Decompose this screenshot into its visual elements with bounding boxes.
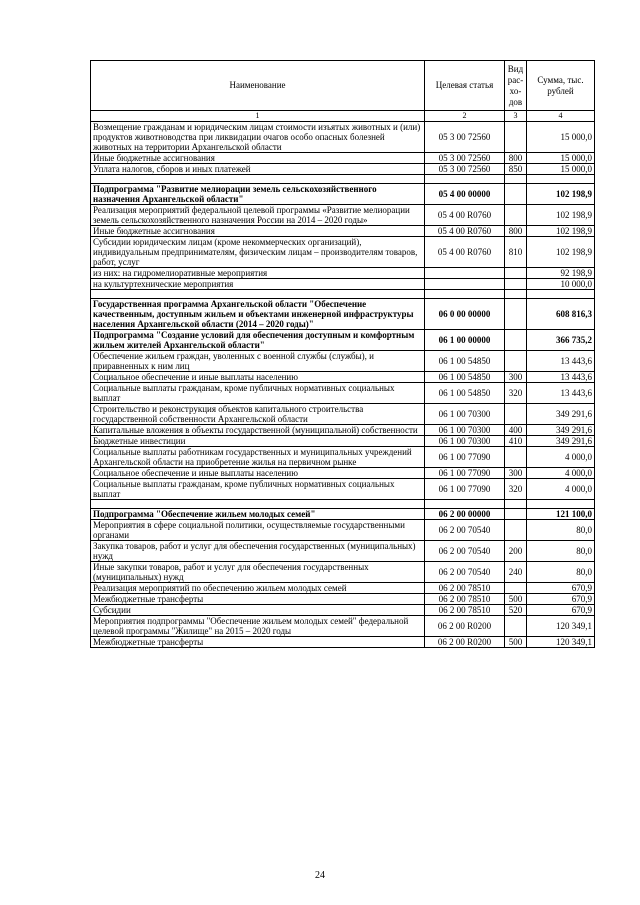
table-row xyxy=(91,279,595,290)
row-sum: 670,9 xyxy=(527,583,595,594)
column-number: 2 xyxy=(425,111,505,122)
row-vid: 410 xyxy=(505,436,527,447)
row-vid: 300 xyxy=(505,372,527,383)
table-row xyxy=(91,637,595,648)
row-name: Иные бюджетные ассигнования xyxy=(91,153,425,164)
row-vid: 520 xyxy=(505,605,527,616)
row-code: 06 2 00 78510 xyxy=(425,594,505,605)
table-row xyxy=(91,605,595,616)
row-sum: 4 000,0 xyxy=(527,479,595,500)
row-name: Социальные выплаты работникам государственных и муниципальных учреждений Архангельской области на приобретение жилья на первичном рынке xyxy=(91,447,425,468)
row-sum: 13 443,6 xyxy=(527,383,595,404)
row-name: Строительство и реконструкция объектов капитального строительства государственной собственности Архангельской области xyxy=(91,404,425,425)
row-sum: 15 000,0 xyxy=(527,153,595,164)
row-code: 06 1 00 54850 xyxy=(425,383,505,404)
row-code: 06 2 00 78510 xyxy=(425,605,505,616)
row-code xyxy=(425,175,505,184)
row-sum: 349 291,6 xyxy=(527,404,595,425)
row-sum: 13 443,6 xyxy=(527,372,595,383)
row-code: 06 2 00 00000 xyxy=(425,509,505,520)
table-row xyxy=(91,616,595,637)
row-name xyxy=(91,175,425,184)
table-row xyxy=(91,509,595,520)
row-vid xyxy=(505,205,527,226)
table-row xyxy=(91,205,595,226)
row-vid: 200 xyxy=(505,541,527,562)
row-vid xyxy=(505,299,527,330)
row-vid: 810 xyxy=(505,237,527,268)
row-sum: 120 349,1 xyxy=(527,616,595,637)
row-name: Подпрограмма "Обеспечение жильем молодых семей" xyxy=(91,509,425,520)
row-name: Подпрограмма "Создание условий для обеспечения доступным и комфортным жильем жителей Архангельской области" xyxy=(91,330,425,351)
row-code: 06 0 00 00000 xyxy=(425,299,505,330)
row-sum: 10 000,0 xyxy=(527,279,595,290)
row-code: 06 1 00 00000 xyxy=(425,330,505,351)
row-code xyxy=(425,279,505,290)
header-vid: Вид рас-хо-дов xyxy=(505,61,527,111)
table-row xyxy=(91,351,595,372)
row-vid: 800 xyxy=(505,153,527,164)
row-sum: 13 443,6 xyxy=(527,351,595,372)
row-vid xyxy=(505,616,527,637)
row-name xyxy=(91,500,425,509)
row-sum: 102 198,9 xyxy=(527,226,595,237)
row-code: 06 1 00 70300 xyxy=(425,425,505,436)
table-row xyxy=(91,468,595,479)
page-number: 24 xyxy=(315,870,325,881)
budget-table xyxy=(90,60,595,648)
row-name: Межбюджетные трансферты xyxy=(91,594,425,605)
table-row xyxy=(91,583,595,594)
row-name: Реализация мероприятий федеральной целевой программы «Развитие мелиорации земель сельскохозяйственного назначения России на 2014 – 2020 годы» xyxy=(91,205,425,226)
row-name: Уплата налогов, сборов и иных платежей xyxy=(91,164,425,175)
row-vid xyxy=(505,583,527,594)
row-name: Бюджетные инвестиции xyxy=(91,436,425,447)
header-code: Целевая статья xyxy=(425,61,505,111)
header-sum: Сумма, тыс. рублей xyxy=(527,61,595,111)
row-vid: 800 xyxy=(505,226,527,237)
row-name: Субсидии юридическим лицам (кроме некоммерческих организаций), индивидуальным предпринимателям, физическим лицам – производителям товаров, работ, услуг xyxy=(91,237,425,268)
row-code: 06 1 00 77090 xyxy=(425,468,505,479)
row-code: 05 4 00 R0760 xyxy=(425,237,505,268)
row-name: Капитальные вложения в объекты государственной (муниципальной) собственности xyxy=(91,425,425,436)
table-row xyxy=(91,237,595,268)
column-number: 4 xyxy=(527,111,595,122)
row-vid: 320 xyxy=(505,479,527,500)
row-sum: 80,0 xyxy=(527,562,595,583)
row-code: 06 1 00 77090 xyxy=(425,479,505,500)
row-name: Субсидии xyxy=(91,605,425,616)
row-sum: 349 291,6 xyxy=(527,436,595,447)
row-sum: 4 000,0 xyxy=(527,447,595,468)
table-row xyxy=(91,425,595,436)
table-row xyxy=(91,594,595,605)
row-code: 06 1 00 70300 xyxy=(425,436,505,447)
row-code: 05 4 00 00000 xyxy=(425,184,505,205)
row-sum: 670,9 xyxy=(527,594,595,605)
row-code: 05 3 00 72560 xyxy=(425,153,505,164)
row-code: 06 2 00 78510 xyxy=(425,583,505,594)
row-code: 06 1 00 77090 xyxy=(425,447,505,468)
row-vid xyxy=(505,279,527,290)
blank-row xyxy=(91,290,595,299)
table-row xyxy=(91,184,595,205)
table-row xyxy=(91,164,595,175)
table-row xyxy=(91,122,595,153)
row-name: Социальное обеспечение и иные выплаты населению xyxy=(91,372,425,383)
table-row xyxy=(91,383,595,404)
table-row xyxy=(91,541,595,562)
row-vid: 240 xyxy=(505,562,527,583)
row-code: 06 1 00 54850 xyxy=(425,351,505,372)
row-vid xyxy=(505,520,527,541)
row-name: Иные бюджетные ассигнования xyxy=(91,226,425,237)
row-vid xyxy=(505,447,527,468)
row-vid: 320 xyxy=(505,383,527,404)
row-name: из них: на гидромелиоративные мероприятия xyxy=(91,268,425,279)
row-sum: 670,9 xyxy=(527,605,595,616)
header-row xyxy=(91,61,595,111)
row-vid xyxy=(505,330,527,351)
row-name xyxy=(91,290,425,299)
table-row xyxy=(91,479,595,500)
column-number: 1 xyxy=(91,111,425,122)
row-name: Подпрограмма "Развитие мелиорации земель сельскохозяйственного назначения Архангельской области" xyxy=(91,184,425,205)
row-sum: 349 291,6 xyxy=(527,425,595,436)
row-sum: 80,0 xyxy=(527,541,595,562)
row-code: 06 2 00 70540 xyxy=(425,520,505,541)
row-vid xyxy=(505,175,527,184)
row-code xyxy=(425,500,505,509)
row-vid: 500 xyxy=(505,594,527,605)
column-number-row xyxy=(91,111,595,122)
row-vid xyxy=(505,404,527,425)
row-code: 06 1 00 54850 xyxy=(425,372,505,383)
row-vid: 400 xyxy=(505,425,527,436)
row-code xyxy=(425,290,505,299)
row-sum: 92 198,9 xyxy=(527,268,595,279)
table-row xyxy=(91,268,595,279)
row-name: Закупка товаров, работ и услуг для обеспечения государственных (муниципальных) нужд xyxy=(91,541,425,562)
row-sum xyxy=(527,290,595,299)
row-code: 06 2 00 R0200 xyxy=(425,616,505,637)
row-code: 06 2 00 70540 xyxy=(425,541,505,562)
row-vid xyxy=(505,290,527,299)
row-vid: 850 xyxy=(505,164,527,175)
row-sum: 102 198,9 xyxy=(527,184,595,205)
row-sum xyxy=(527,500,595,509)
row-sum: 80,0 xyxy=(527,520,595,541)
blank-row xyxy=(91,175,595,184)
row-code: 05 3 00 72560 xyxy=(425,164,505,175)
row-vid xyxy=(505,184,527,205)
row-name: Обеспечение жильем граждан, уволенных с военной службы (службы), и приравненных к ним лиц xyxy=(91,351,425,372)
row-sum: 4 000,0 xyxy=(527,468,595,479)
row-sum: 121 100,0 xyxy=(527,509,595,520)
table-row xyxy=(91,404,595,425)
row-sum: 15 000,0 xyxy=(527,164,595,175)
table-row xyxy=(91,299,595,330)
row-name: Возмещение гражданам и юридическим лицам стоимости изъятых животных и (или) продуктов животноводства при ликвидации очагов особо опасных болезней животных на территории Архангельской области xyxy=(91,122,425,153)
table-row xyxy=(91,153,595,164)
row-vid xyxy=(505,122,527,153)
row-name: Мероприятия подпрограммы "Обеспечение жильем молодых семей" федеральной целевой программы "Жилище" на 2015 – 2020 годы xyxy=(91,616,425,637)
blank-row xyxy=(91,500,595,509)
table-body xyxy=(91,122,595,648)
row-sum: 608 816,3 xyxy=(527,299,595,330)
row-code: 05 3 00 72560 xyxy=(425,122,505,153)
table-row xyxy=(91,330,595,351)
row-sum: 366 735,2 xyxy=(527,330,595,351)
row-vid xyxy=(505,351,527,372)
row-vid xyxy=(505,500,527,509)
row-name: на культуртехнические мероприятия xyxy=(91,279,425,290)
row-vid: 300 xyxy=(505,468,527,479)
row-code xyxy=(425,268,505,279)
row-code: 06 2 00 70540 xyxy=(425,562,505,583)
table-row xyxy=(91,520,595,541)
header-name: Наименование xyxy=(91,61,425,111)
row-name: Иные закупки товаров, работ и услуг для обеспечения государственных (муниципальных) нужд xyxy=(91,562,425,583)
row-name: Социальные выплаты гражданам, кроме публичных нормативных социальных выплат xyxy=(91,479,425,500)
row-code: 06 1 00 70300 xyxy=(425,404,505,425)
row-sum: 102 198,9 xyxy=(527,205,595,226)
row-name: Мероприятия в сфере социальной политики, осуществляемые государственными органами xyxy=(91,520,425,541)
table-row xyxy=(91,226,595,237)
row-sum: 120 349,1 xyxy=(527,637,595,648)
row-vid xyxy=(505,268,527,279)
row-sum: 102 198,9 xyxy=(527,237,595,268)
row-name: Межбюджетные трансферты xyxy=(91,637,425,648)
row-sum: 15 000,0 xyxy=(527,122,595,153)
table-row xyxy=(91,436,595,447)
row-code: 06 2 00 R0200 xyxy=(425,637,505,648)
row-vid xyxy=(505,509,527,520)
row-name: Реализация мероприятий по обеспечению жильем молодых семей xyxy=(91,583,425,594)
row-vid: 500 xyxy=(505,637,527,648)
row-code: 05 4 00 R0760 xyxy=(425,205,505,226)
row-name: Государственная программа Архангельской области "Обеспечение качественным, доступным жильем и объектами инженерной инфраструктуры населения Архангельской области (2014 – 2020 годы)" xyxy=(91,299,425,330)
table-row xyxy=(91,447,595,468)
table-row xyxy=(91,562,595,583)
table-row xyxy=(91,372,595,383)
row-sum xyxy=(527,175,595,184)
row-name: Социальные выплаты гражданам, кроме публичных нормативных социальных выплат xyxy=(91,383,425,404)
row-code: 05 4 00 R0760 xyxy=(425,226,505,237)
row-name: Социальное обеспечение и иные выплаты населению xyxy=(91,468,425,479)
column-number: 3 xyxy=(505,111,527,122)
